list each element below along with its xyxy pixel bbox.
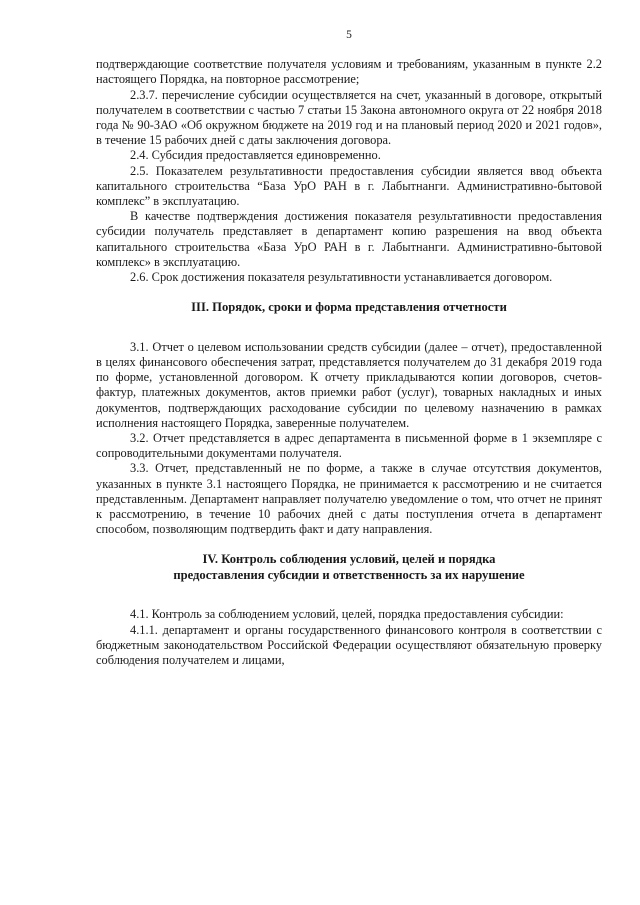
paragraph-4-1: 4.1. Контроль за соблюдением условий, целей, порядка предоставления субсидии: (130, 607, 564, 622)
paragraph-continuation: подтверждающие соответствие получателя условиям и требованиям, указанным в пункте 2.2 настоящего Порядка, на повторное рассмотрение; (96, 57, 602, 87)
section-4-heading-line-1: IV. Контроль соблюдения условий, целей и порядка (202, 552, 496, 567)
section-4-heading-line-2: предоставления субсидии и ответственность за их нарушение (173, 567, 525, 582)
paragraph-4-1-1: 4.1.1. департамент и органы государственного финансового контроля в соответствии с бюджетным законодательством Российской Федерации осуществляют обязательную проверку соблюдения получателем и лицами, (96, 622, 602, 667)
page-number: 5 (346, 29, 352, 41)
paragraph-3-3: 3.3. Отчет, представленный не по форме, а также в случае отсутствия документов, указанных в пункте 3.1 настоящего Порядка, не принимается к рассмотрению и не считается представленным. Департамент направляет получателю уведомление о том, что отчет не принят к рассмотрению, в течение 10 рабочих дней с даты поступления отчета в департамент способом, позволяющим подтвердить факт и дату направления. (96, 461, 602, 537)
paragraph-3-1: 3.1. Отчет о целевом использовании средств субсидии (далее – отчет), предоставленной в целях финансового обеспечения затрат, представляется получателем до 31 декабря 2019 года по форме, установленной договором. К отчету прикладываются копии договоров, счетов-фактур, платежных документов, актов приемки работ (услуг), товарных накладных и иных документов, подтверждающих расходование субсидии по целевому назначению в рамках исполнения настоящего Порядка, заверенные получателем. (96, 339, 602, 430)
paragraph-2-4: 2.4. Субсидия предоставляется единовременно. (130, 148, 381, 163)
section-4-heading (96, 552, 602, 583)
paragraph-confirmation: В качестве подтверждения достижения показателя результативности предоставления субсидии получатель представляет в департамент копию разрешения на ввод объекта капитального строительства «База УрО РАН в г. Лабытнанги. Административно-бытовой комплекс» в эксплуатацию. (96, 209, 602, 269)
section-3-heading: III. Порядок, сроки и форма представления отчетности (191, 300, 507, 315)
paragraph-3-2: 3.2. Отчет представляется в адрес департамента в письменной форме в 1 экземпляре с сопроводительными документами получателя. (96, 430, 602, 461)
paragraph-2-6: 2.6. Срок достижения показателя результативности устанавливается договором. (130, 270, 553, 285)
paragraph-2-3-7: 2.3.7. перечисление субсидии осуществляется на счет, указанный в договоре, открытый получателем в соответствии с частью 7 статьи 15 Закона автономного округа от 22 ноября 2018 года № 90-ЗАО «Об окружном бюджете на 2019 год и на плановый период 2020 и 2021 годов», в течение 15 рабочих дней с даты заключения договора. (96, 87, 602, 148)
paragraph-2-5: 2.5. Показателем результативности предоставления субсидии является ввод объекта капитального строительства “База УрО РАН в г. Лабытнанги. Административно-бытовой комплекс” в эксплуатацию. (96, 163, 602, 209)
